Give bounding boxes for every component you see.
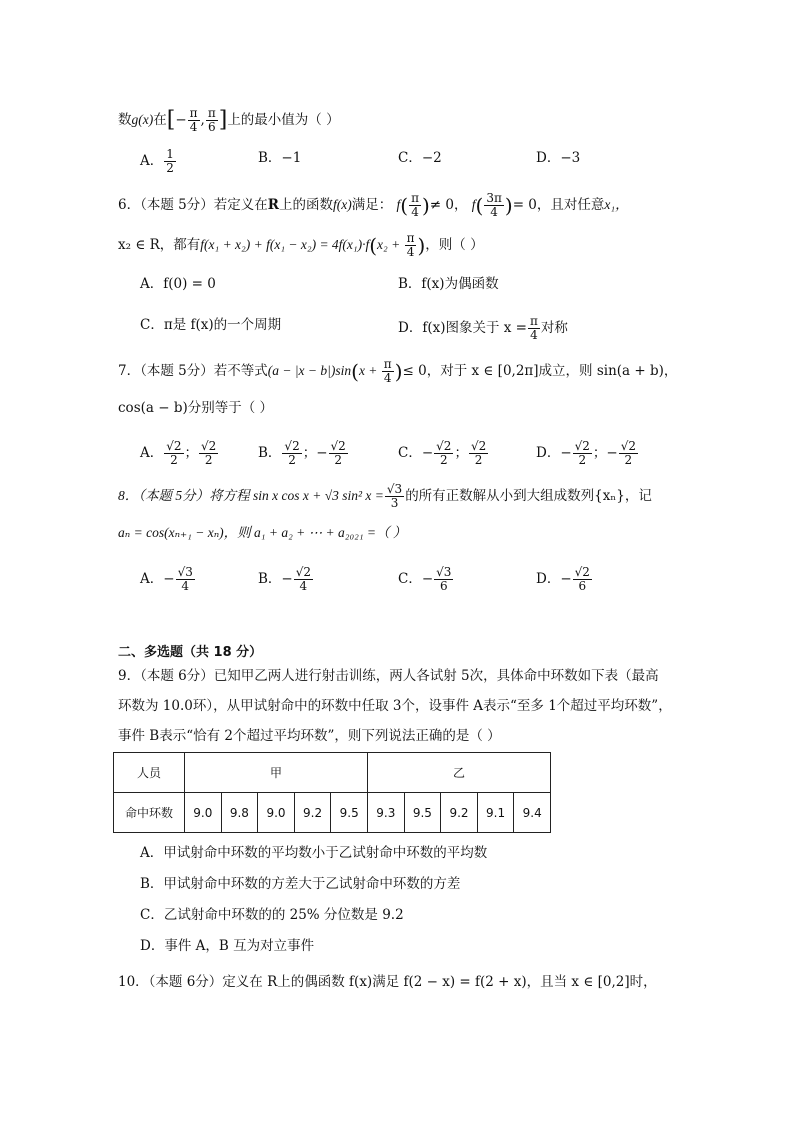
q8-stem-line2: aₙ = cos(xₙ₊₁ − xₙ)，则 a₁ + a₂ + ⋯ + a₂₀₂₁ =（ ）: [118, 525, 407, 540]
yi-score-1: 9.3: [368, 793, 405, 833]
q5-option-a[interactable]: A． $\frac{1}{2}$: [140, 147, 174, 175]
jia-score-3: 9.0: [258, 793, 295, 833]
jia-score-4: 9.2: [294, 793, 331, 833]
q8-option-a[interactable]: A．− $\frac{√3}{4}$: [140, 565, 193, 593]
q8-stem-line1: 8．（本题 5分）将方程 sin x cos x + √3 sin² x = $\frac{√3}{3}$ 的所有正数解从小到大组成数列{xₙ}，记: [118, 482, 652, 510]
q6-option-d[interactable]: D．f(x)图象关于 x = $\frac{\pi}{4}$ 对称: [398, 314, 568, 342]
q9-option-a[interactable]: A．甲试射命中环数的平均数小于乙试射命中环数的平均数: [140, 845, 488, 861]
q8-option-d[interactable]: D．− $\frac{√2}{6}$: [536, 565, 590, 593]
yi-score-5: 9.4: [514, 793, 551, 833]
q6-option-a[interactable]: A．f(0) = 0: [140, 276, 216, 292]
q7-stem-line2: cos(a − b)分别等于（ ）: [118, 400, 274, 416]
q9-stem-line3: 事件 B表示“恰有 2个超过平均环数”，则下列说法正确的是（ ）: [118, 728, 501, 744]
jia-score-1: 9.0: [185, 793, 222, 833]
header-jia: 甲: [185, 753, 368, 793]
q7-option-a[interactable]: A． $\frac{√2}{2}$ ； $\frac{√2}{2}$: [140, 439, 217, 467]
q6-option-b[interactable]: B．f(x)为偶函数: [398, 276, 499, 292]
q5-frac-pi6: $\frac{\pi}{6}$: [207, 106, 216, 134]
q7-option-c[interactable]: C．− $\frac{√2}{2}$ ； $\frac{√2}{2}$: [398, 439, 487, 467]
header-person: 人员: [114, 753, 185, 793]
yi-score-4: 9.1: [477, 793, 514, 833]
row-label: 命中环数: [114, 793, 185, 833]
q8-option-c[interactable]: C．− $\frac{√3}{6}$: [398, 565, 452, 593]
q9-option-c[interactable]: C．乙试射命中环数的的 25% 分位数是 9.2: [140, 907, 404, 923]
q8-option-b[interactable]: B．− $\frac{√2}{4}$: [258, 565, 312, 593]
q6-stem-line1: 6．（本题 5分）若定义在R上的函数f(x)满足： f( $\frac{\pi}{4}$ )≠ 0， f( $\frac{3\pi}{4}$ )= 0，且对任意x₁，: [118, 191, 629, 219]
jia-score-5: 9.5: [331, 793, 368, 833]
q7-option-b[interactable]: B． $\frac{√2}{2}$ ；− $\frac{√2}{2}$: [258, 439, 346, 467]
q5-option-c[interactable]: C．−2: [398, 150, 442, 166]
q6-option-c[interactable]: C．π是 f(x)的一个周期: [140, 317, 282, 333]
q5-stem: 数g(x)在[− $\frac{\pi}{4}$ , $\frac{\pi}{6}$ ]上的最小值为（ ）: [118, 106, 340, 134]
q7-stem-line1: 7．（本题 5分）若不等式(a − |x − b|)sin(x + $\frac{\pi}{4}$ )≤ 0，对于 x ∈ [0,2π]成立，则 sin(a + b)，: [118, 357, 678, 385]
q7-option-d[interactable]: D．− $\frac{√2}{2}$ ；− $\frac{√2}{2}$: [536, 439, 637, 467]
yi-score-3: 9.2: [441, 793, 478, 833]
header-yi: 乙: [368, 753, 551, 793]
yi-score-2: 9.5: [404, 793, 441, 833]
table-header-row: [114, 753, 551, 793]
shooting-score-table: [113, 752, 551, 833]
q6-stem-line2: x₂ ∈ R，都有f(x₁ + x₂) + f(x₁ − x₂) = 4f(x₁)·f(x₂ + $\frac{\pi}{4}$ )，则（ ）: [118, 231, 484, 259]
q9-stem-line1: 9．（本题 6分）已知甲乙两人进行射击训练，两人各试射 5次，具体命中环数如下表（最高: [118, 668, 659, 684]
q9-stem-line2: 环数为 10.0环），从甲试射命中的环数中任取 3个，设事件 A表示“至多 1个超过平均环数”，: [118, 698, 672, 714]
jia-score-2: 9.8: [221, 793, 258, 833]
q5-frac-pi4: $\frac{\pi}{4}$: [189, 106, 198, 134]
q9-option-d[interactable]: D．事件 A，B 互为对立事件: [140, 938, 315, 954]
q5-option-d[interactable]: D．−3: [536, 150, 581, 166]
table-row-scores: [114, 793, 551, 833]
q10-stem-line1: 10．（本题 6分）定义在 R上的偶函数 f(x)满足 f(2 − x) = f(2 + x)，且当 x ∈ [0,2]时，: [118, 974, 657, 990]
q9-option-b[interactable]: B．甲试射命中环数的方差大于乙试射命中环数的方差: [140, 876, 461, 892]
q5-option-b[interactable]: B．−1: [258, 150, 302, 166]
section-heading-multi-choice: 二、多选题（共 18 分）: [118, 645, 263, 660]
